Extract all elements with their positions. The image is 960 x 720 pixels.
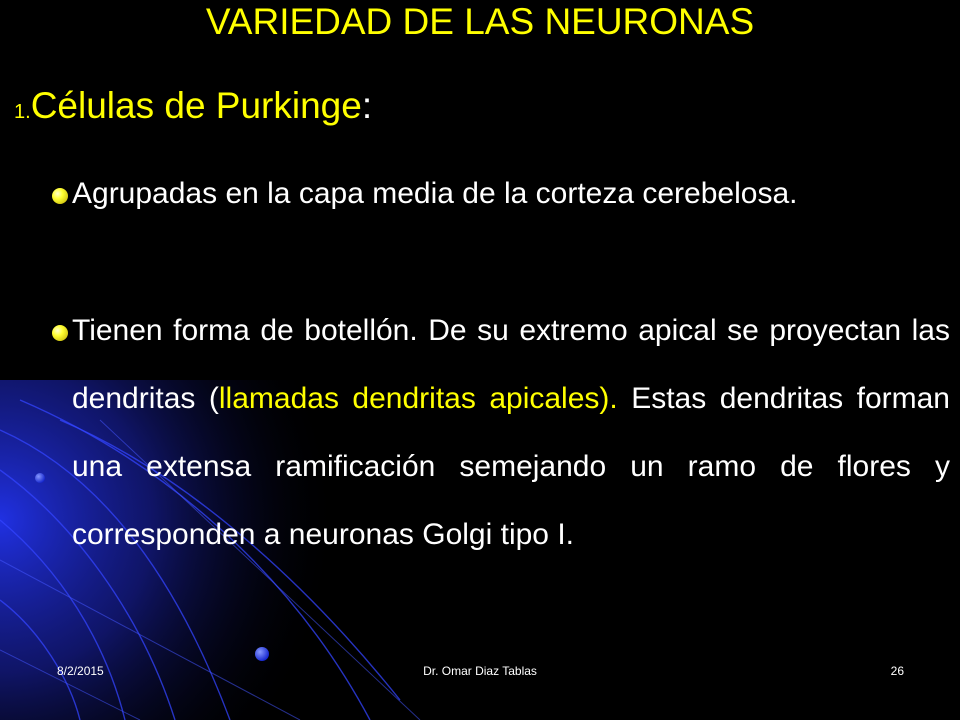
bullet-highlight-text: llamadas dendritas apicales). (218, 382, 618, 415)
footer-author: Dr. Omar Diaz Tablas (423, 664, 537, 678)
decorative-dot-large (255, 647, 269, 661)
bullet-dot-icon (52, 188, 68, 204)
bullet-dot-icon (52, 325, 68, 341)
section-heading-colon: : (361, 85, 373, 126)
decorative-dot-small (35, 473, 45, 483)
footer-page-number: 26 (890, 664, 904, 678)
section-number: 1. (14, 101, 31, 123)
bullet-text-part-2: Estas dendritas forman una extensa ramificación semejando un ramo de flores y corresponden a neuronas Golgi tipo I. (72, 382, 950, 551)
bullet-item-2 (72, 297, 950, 569)
footer-date: 8/2/2015 (57, 664, 104, 678)
section-heading-text: Células de Purkinge (30, 85, 362, 126)
bullet-text-part-1: Tienen forma de botellón. De su extremo apical se proyectan las dendritas ( (72, 314, 950, 415)
bullet-item-1 (72, 160, 950, 228)
slide-title: VARIEDAD DE LAS NEURONAS (205, 1, 755, 42)
section-heading (14, 83, 372, 135)
bullet-text: Agrupadas en la capa media de la corteza cerebelosa. (72, 177, 798, 210)
